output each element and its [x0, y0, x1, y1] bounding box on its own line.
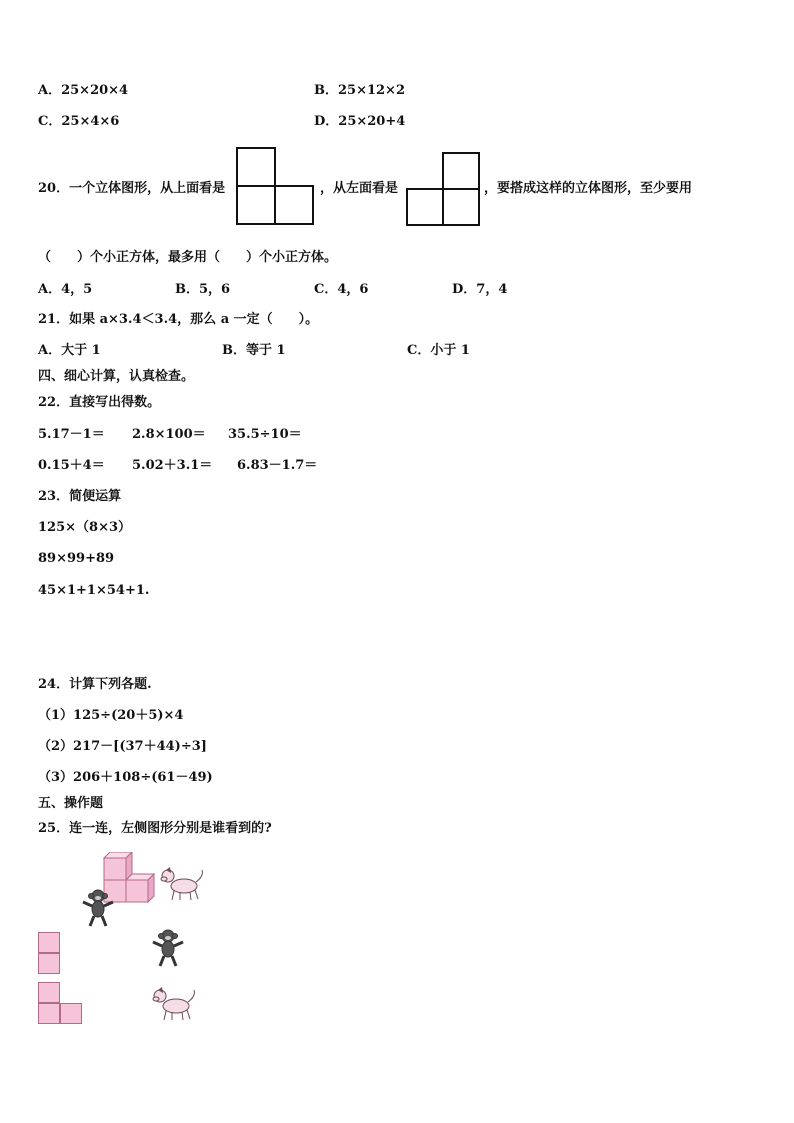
top-view-figure	[235, 146, 315, 226]
q24-item-3: （3）206＋108÷(61－49)	[38, 770, 213, 785]
monkey-icon	[80, 888, 116, 928]
section-4-heading: 四、细心计算，认真检查。	[38, 369, 195, 384]
q22-expr-3: 35.5÷10＝	[228, 427, 302, 442]
q24-item-2: （2）217－[(37＋44)÷3]	[38, 739, 207, 754]
q20-stem-part1: 20．一个立体图形，从上面看是	[38, 181, 226, 196]
q19-option-a: A．25×20×4	[38, 83, 129, 98]
monkey-icon	[150, 928, 186, 968]
q21-option-c: C．小于 1	[407, 343, 470, 358]
q19-option-d: D．25×20+4	[314, 114, 406, 129]
view-figure-vertical	[38, 932, 60, 974]
q20-option-d: D．7，4	[452, 282, 508, 297]
q21-stem: 21．如果 a×3.4＜3.4，那么 a 一定（ ）。	[38, 312, 319, 327]
q22-expr-2: 2.8×100＝	[132, 427, 206, 442]
q23-item-2: 89×99+89	[38, 551, 115, 566]
q20-stem-part3: ，要搭成这样的立体图形，至少要用	[484, 181, 693, 196]
q22-expr-4: 0.15＋4＝	[38, 458, 105, 473]
q20-option-a: A．4，5	[38, 282, 93, 297]
q20-stem-part2: ，从左面看是	[320, 181, 399, 196]
dog-icon	[158, 866, 208, 902]
q24-item-1: （1）125÷(20＋5)×4	[38, 708, 184, 723]
q25-stem: 25．连一连，左侧图形分别是谁看到的?	[38, 821, 272, 836]
q19-option-c: C．25×4×6	[38, 114, 120, 129]
q22-expr-5: 5.02＋3.1＝	[132, 458, 213, 473]
q23-item-3: 45×1+1×54+1.	[38, 583, 150, 598]
q20-option-b: B．5，6	[175, 282, 231, 297]
q22-stem: 22．直接写出得数。	[38, 395, 161, 410]
view-figure-l-shape	[38, 982, 82, 1024]
left-view-figure	[405, 151, 481, 227]
q21-option-a: A．大于 1	[38, 343, 101, 358]
q20-option-c: C．4，6	[314, 282, 369, 297]
q22-expr-1: 5.17－1＝	[38, 427, 105, 442]
q23-item-1: 125×（8×3）	[38, 520, 132, 535]
q21-option-b: B．等于 1	[222, 343, 286, 358]
q23-stem: 23．简便运算	[38, 489, 122, 504]
section-5-heading: 五、操作题	[38, 796, 104, 811]
q24-stem: 24．计算下列各题.	[38, 677, 152, 692]
q22-expr-6: 6.83－1.7＝	[237, 458, 318, 473]
dog-icon	[150, 986, 200, 1022]
q19-option-b: B．25×12×2	[314, 83, 406, 98]
q20-stem-line2: （ ）个小正方体，最多用（ ）个小正方体。	[38, 250, 338, 265]
